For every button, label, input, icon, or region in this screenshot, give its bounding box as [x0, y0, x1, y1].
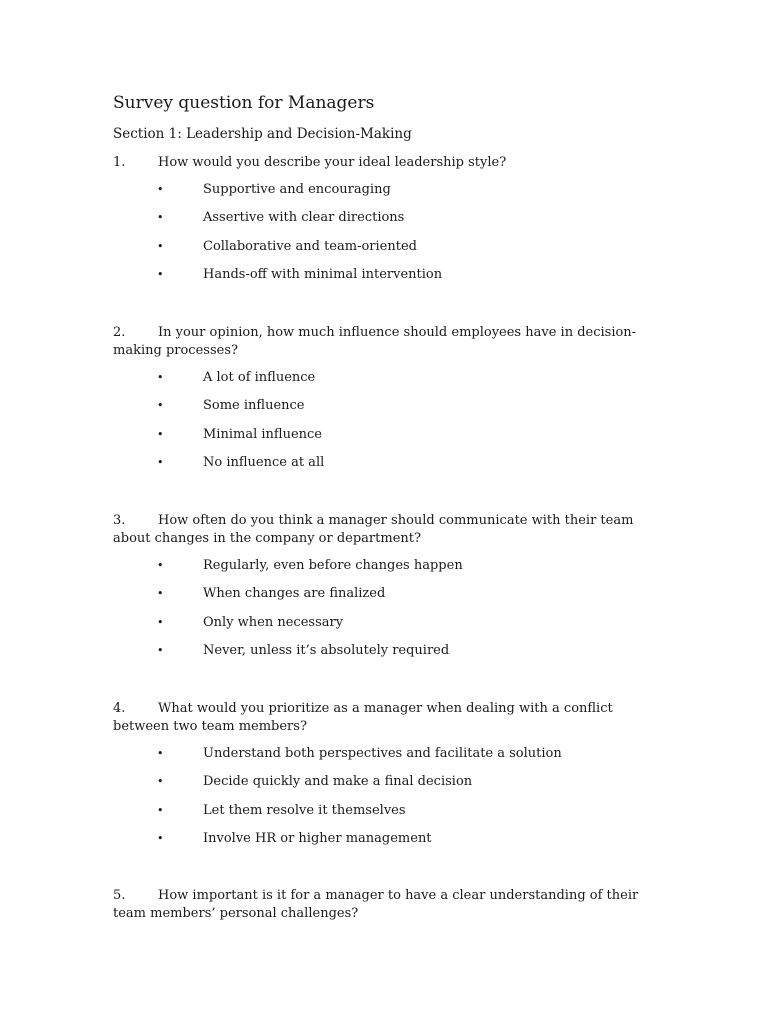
option-label: A lot of influence	[203, 370, 316, 385]
bullet-icon: •	[157, 371, 164, 384]
option-label: Involve HR or higher management	[203, 831, 432, 847]
option-label: Supportive and encouraging	[203, 182, 391, 197]
question-number: 2.	[113, 325, 126, 340]
option-label: Understand both perspectives and facilitate a solution	[203, 746, 562, 761]
list-item	[113, 454, 653, 482]
option-label: No influence at all	[203, 455, 325, 471]
bullet-icon: •	[157, 239, 164, 253]
question-text	[113, 512, 653, 548]
bullet-icon: •	[157, 456, 164, 470]
question-number: 5.	[113, 888, 126, 903]
question-label: In your opinion, how much influence should employees have in decision-making processes?	[113, 325, 637, 358]
list-item	[113, 181, 653, 209]
option-label: Hands-off with minimal intervention	[203, 267, 443, 283]
question-text	[113, 324, 653, 360]
question-2	[113, 324, 653, 483]
option-label: Decide quickly and make a final decision	[203, 774, 473, 790]
option-list	[113, 369, 653, 483]
option-label: Assertive with clear directions	[203, 210, 405, 226]
list-item	[113, 238, 653, 266]
question-3	[113, 512, 653, 671]
option-label: Regularly, even before changes happen	[203, 558, 463, 573]
list-item	[113, 426, 653, 454]
question-number: 4.	[113, 701, 126, 716]
option-label: Only when necessary	[203, 614, 344, 630]
question-label: What would you prioritize as a manager when dealing with a conflict between two team members?	[113, 701, 613, 734]
option-label: Collaborative and team-oriented	[203, 238, 417, 254]
list-item	[113, 369, 653, 397]
option-label: When changes are finalized	[203, 586, 386, 602]
list-item	[113, 745, 653, 773]
list-item	[113, 773, 653, 801]
list-item	[113, 266, 653, 294]
bullet-icon: •	[157, 183, 164, 196]
question-number: 1.	[113, 155, 126, 170]
bullet-icon: •	[157, 559, 164, 572]
option-label: Let them resolve it themselves	[203, 802, 406, 818]
bullet-icon: •	[157, 587, 164, 601]
list-item	[113, 830, 653, 858]
option-label: Minimal influence	[203, 426, 322, 442]
document-title: Survey question for Managers	[113, 93, 375, 113]
list-item	[113, 642, 653, 670]
list-item	[113, 397, 653, 425]
list-item	[113, 802, 653, 830]
option-label: Never, unless it’s absolutely required	[203, 643, 450, 659]
question-4	[113, 700, 653, 859]
list-item	[113, 585, 653, 613]
option-list	[113, 745, 653, 859]
question-1	[113, 154, 653, 295]
question-number: 3.	[113, 513, 126, 528]
section-title: Section 1: Leadership and Decision-Making	[113, 126, 412, 142]
bullet-icon: •	[157, 615, 164, 629]
question-text	[113, 154, 653, 172]
bullet-icon: •	[157, 832, 164, 846]
question-text	[113, 700, 653, 736]
bullet-icon: •	[157, 803, 164, 817]
question-label: How often do you think a manager should communicate with their team about changes in the company or department?	[113, 513, 634, 546]
list-item	[113, 557, 653, 585]
option-list	[113, 181, 653, 295]
option-label: Some influence	[203, 398, 305, 414]
bullet-icon: •	[157, 268, 164, 282]
bullet-icon: •	[157, 427, 164, 441]
bullet-icon: •	[157, 211, 164, 225]
bullet-icon: •	[157, 399, 164, 413]
question-label: How important is it for a manager to have a clear understanding of their team members’ personal challenges?	[113, 888, 639, 921]
list-item	[113, 209, 653, 237]
list-item	[113, 614, 653, 642]
bullet-icon: •	[157, 747, 164, 760]
question-text	[113, 887, 653, 923]
question-label: How would you describe your ideal leadership style?	[158, 155, 507, 170]
bullet-icon: •	[157, 775, 164, 789]
option-list	[113, 557, 653, 671]
bullet-icon: •	[157, 644, 164, 658]
question-5	[113, 887, 653, 923]
